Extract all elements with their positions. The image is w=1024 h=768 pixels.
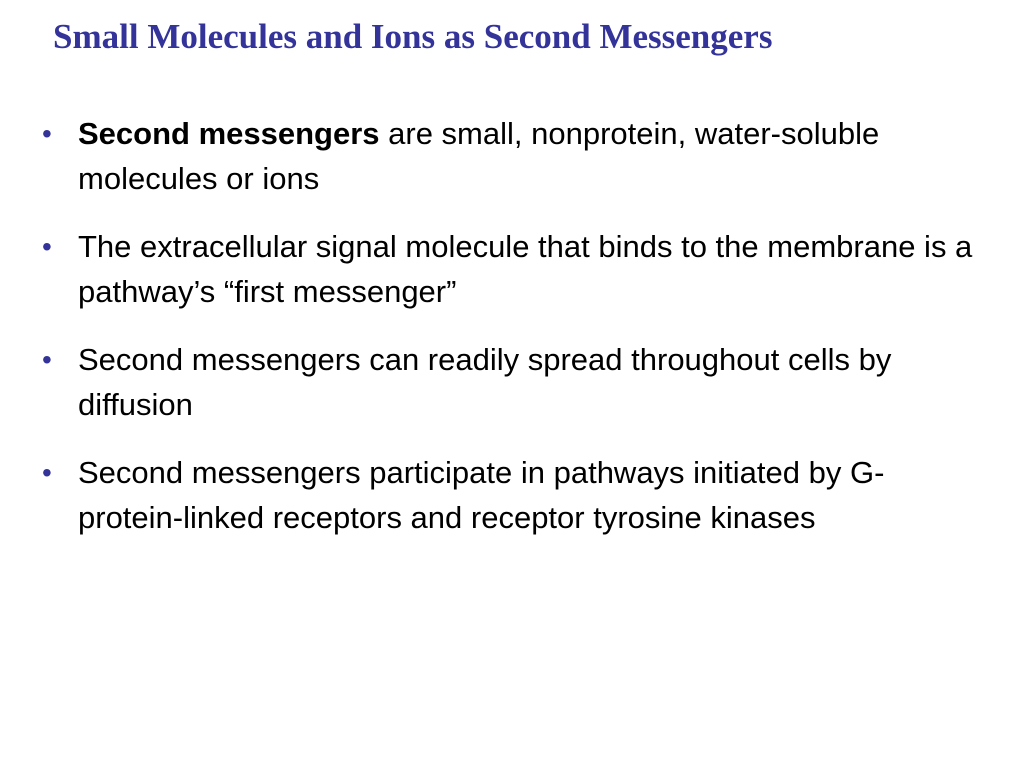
slide-title: Small Molecules and Ions as Second Messengers — [53, 17, 773, 56]
bullet-item-2 — [42, 224, 982, 314]
bullet-icon: • — [42, 231, 52, 262]
bullet-term: Second messengers — [78, 116, 380, 151]
bullet-text: are small, nonprotein, water-soluble molecules or ions — [78, 116, 880, 196]
bullet-icon: • — [42, 457, 52, 488]
bullet-list — [42, 111, 982, 563]
bullet-text: Second messengers can readily spread throughout cells by diffusion — [78, 342, 892, 422]
bullet-text: Second messengers participate in pathways initiated by G-protein-linked receptors and receptor tyrosine kinases — [78, 455, 885, 535]
bullet-icon: • — [42, 118, 52, 149]
bullet-text: The extracellular signal molecule that binds to the membrane is a pathway’s “first messenger” — [78, 229, 973, 309]
bullet-item-4 — [42, 450, 982, 540]
bullet-item-1 — [42, 111, 982, 201]
bullet-item-3 — [42, 337, 982, 427]
bullet-icon: • — [42, 344, 52, 375]
